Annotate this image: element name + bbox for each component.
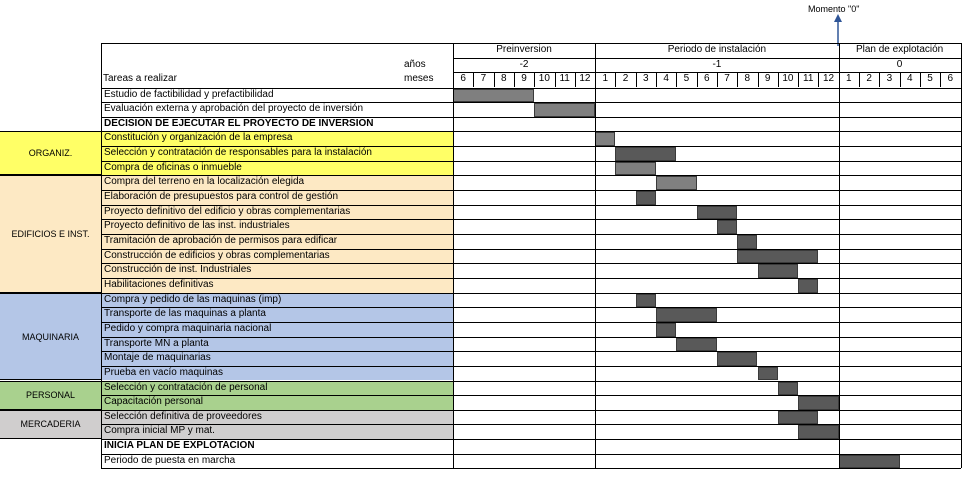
row-line (101, 219, 961, 220)
month-tick (778, 72, 779, 87)
month-label: 12 (579, 73, 591, 84)
month-label: 3 (643, 73, 649, 84)
gantt-bar (839, 455, 900, 469)
row-line (101, 278, 961, 279)
gantt-bar (717, 220, 737, 234)
month-tick (575, 72, 576, 87)
month-tick (859, 72, 860, 87)
month-label: 9 (521, 73, 527, 84)
row-line (101, 366, 961, 367)
gantt-bar (656, 308, 717, 322)
header-line (101, 43, 961, 44)
task-name: Estudio de factibilidad y prefactibilidad (101, 88, 453, 103)
month-tick (514, 72, 515, 87)
month-tick (494, 72, 495, 87)
category-block: MERCADERIA (0, 410, 101, 439)
row-line (101, 454, 961, 455)
gantt-bar (636, 294, 656, 308)
anos-label: años (404, 59, 426, 70)
row-line (101, 131, 961, 132)
gantt-bar (595, 132, 615, 146)
row-line (101, 88, 961, 89)
gantt-bar (697, 206, 738, 220)
period-year: 0 (896, 58, 903, 70)
month-tick (636, 72, 637, 87)
month-tick (656, 72, 657, 87)
task-name: Transporte de las maquinas a planta (101, 307, 453, 322)
period-year: -2 (519, 58, 529, 70)
month-label: 1 (602, 73, 609, 84)
row-line (101, 249, 961, 250)
period-name: Preinversion (496, 44, 552, 55)
gantt-bar (656, 323, 676, 337)
month-tick (940, 72, 941, 87)
row-line (101, 395, 961, 396)
gantt-bar (676, 338, 717, 352)
month-label: 7 (724, 73, 730, 84)
period-name: Plan de explotación (855, 44, 944, 55)
gantt-bar (758, 367, 778, 381)
task-name: Constitución y organización de la empresa (101, 131, 453, 146)
task-name: Compra inicial MP y mat. (101, 424, 453, 439)
month-tick (758, 72, 759, 87)
row-line (101, 439, 961, 440)
month-tick (818, 72, 819, 87)
task-name: Selección y contratación de personal (101, 381, 453, 396)
row-line (101, 307, 961, 308)
period-line (839, 43, 840, 468)
task-name: Habilitaciones definitivas (101, 278, 453, 293)
month-tick (697, 72, 698, 87)
row-line (101, 468, 961, 469)
row-line (101, 117, 961, 118)
task-name: Capacitación personal (101, 395, 453, 410)
momento-cero-arrow (832, 14, 844, 46)
month-tick (879, 72, 880, 87)
task-name: Periodo de puesta en marcha (101, 454, 453, 469)
task-name: Prueba en vacío maquinas (101, 366, 453, 381)
gantt-bar (534, 103, 595, 117)
momento-cero-label: Momento "0" (808, 4, 860, 14)
month-label: 2 (622, 73, 629, 84)
period-line (961, 43, 962, 468)
category-block: PERSONAL (0, 381, 101, 410)
gantt-bar (737, 250, 818, 264)
month-tick (555, 72, 556, 87)
month-tick (534, 72, 535, 87)
month-tick (920, 72, 921, 87)
col-line (453, 43, 454, 468)
task-name: Montaje de maquinarias (101, 351, 453, 366)
period-year: -1 (712, 58, 722, 70)
row-line (101, 293, 961, 294)
task-name: Selección definitiva de proveedores (101, 410, 453, 425)
row-line (101, 234, 961, 235)
row-line (101, 322, 961, 323)
gantt-bar (778, 382, 798, 396)
month-tick (676, 72, 677, 87)
month-label: 3 (886, 73, 893, 84)
task-name: Evaluación externa y aprobación del proyecto de inversión (101, 102, 453, 117)
task-name: Compra y pedido de las maquinas (imp) (101, 293, 453, 308)
month-label: 5 (683, 73, 690, 84)
month-label: 2 (866, 73, 872, 84)
month-tick (615, 72, 616, 87)
row-line (101, 190, 961, 191)
month-label: 8 (500, 73, 507, 84)
task-name: Tramitación de aprobación de permisos para edificar (101, 234, 453, 249)
month-tick (798, 72, 799, 87)
month-tick (717, 72, 718, 87)
gantt-bar (798, 279, 818, 293)
task-name: Pedido y compra maquinaria nacional (101, 322, 453, 337)
task-name: INICIA PLAN DE EXPLOTACION (101, 439, 453, 454)
month-label: 12 (822, 73, 835, 84)
task-name: Compra de oficinas o inmueble (101, 161, 453, 176)
header-line (453, 72, 961, 73)
task-name: Transporte MN a planta (101, 337, 453, 352)
month-label: 6 (947, 73, 954, 84)
month-label: 4 (663, 73, 669, 84)
period-line (595, 43, 596, 468)
month-label: 10 (782, 73, 794, 84)
month-label: 6 (703, 73, 710, 84)
task-name: Elaboración de presupuestos para control de gestión (101, 190, 453, 205)
tareas-header: Tareas a realizar (103, 73, 177, 84)
month-label: 1 (846, 73, 852, 84)
month-label: 8 (744, 73, 751, 84)
category-block: EDIFICIOS E INST. (0, 175, 101, 292)
row-line (101, 410, 961, 411)
month-label: 10 (538, 73, 550, 84)
gantt-bar (615, 162, 656, 176)
task-name: Construcción de edificios y obras complementarias (101, 249, 453, 264)
month-label: 5 (927, 73, 933, 84)
row-line (101, 424, 961, 425)
task-name: Compra del terreno en la localización elegida (101, 175, 453, 190)
task-name: Construcción de inst. Industriales (101, 263, 453, 278)
gantt-bar (636, 191, 656, 205)
category-block: ORGANIZ. (0, 131, 101, 175)
row-line (101, 263, 961, 264)
gantt-bar (737, 235, 757, 249)
row-line (101, 102, 961, 103)
header-line (453, 58, 961, 59)
row-line (101, 337, 961, 338)
period-name: Periodo de instalación (667, 44, 767, 55)
month-label: 7 (480, 73, 487, 84)
month-label: 11 (559, 73, 570, 84)
row-line (101, 205, 961, 206)
gantt-bar (656, 176, 697, 190)
month-tick (900, 72, 901, 87)
gantt-bar (758, 264, 799, 278)
gantt-bar (453, 89, 534, 103)
month-tick (473, 72, 474, 87)
month-label: 6 (460, 73, 466, 84)
meses-label: meses (404, 73, 434, 84)
row-line (101, 146, 961, 147)
row-line (101, 381, 961, 382)
gantt-bar (798, 425, 839, 439)
row-line (101, 161, 961, 162)
col-line (101, 43, 102, 468)
gantt-bar (717, 352, 758, 366)
row-line (101, 175, 961, 176)
gantt-bar (778, 411, 819, 425)
task-name: DECISION DE EJECUTAR EL PROYECTO DE INVERSION (101, 117, 453, 132)
gantt-bar (798, 396, 839, 410)
month-label: 4 (906, 73, 913, 84)
task-name: Proyecto definitivo del edificio y obras complementarias (101, 205, 453, 220)
month-tick (737, 72, 738, 87)
gantt-bar (615, 147, 676, 161)
month-label: 11 (803, 73, 814, 84)
row-line (101, 351, 961, 352)
task-name: Proyecto definitivo de las inst. industriales (101, 219, 453, 234)
month-label: 9 (764, 73, 771, 84)
task-name: Selección y contratación de responsables para la instalación (101, 146, 453, 161)
category-block: MAQUINARIA (0, 293, 101, 381)
